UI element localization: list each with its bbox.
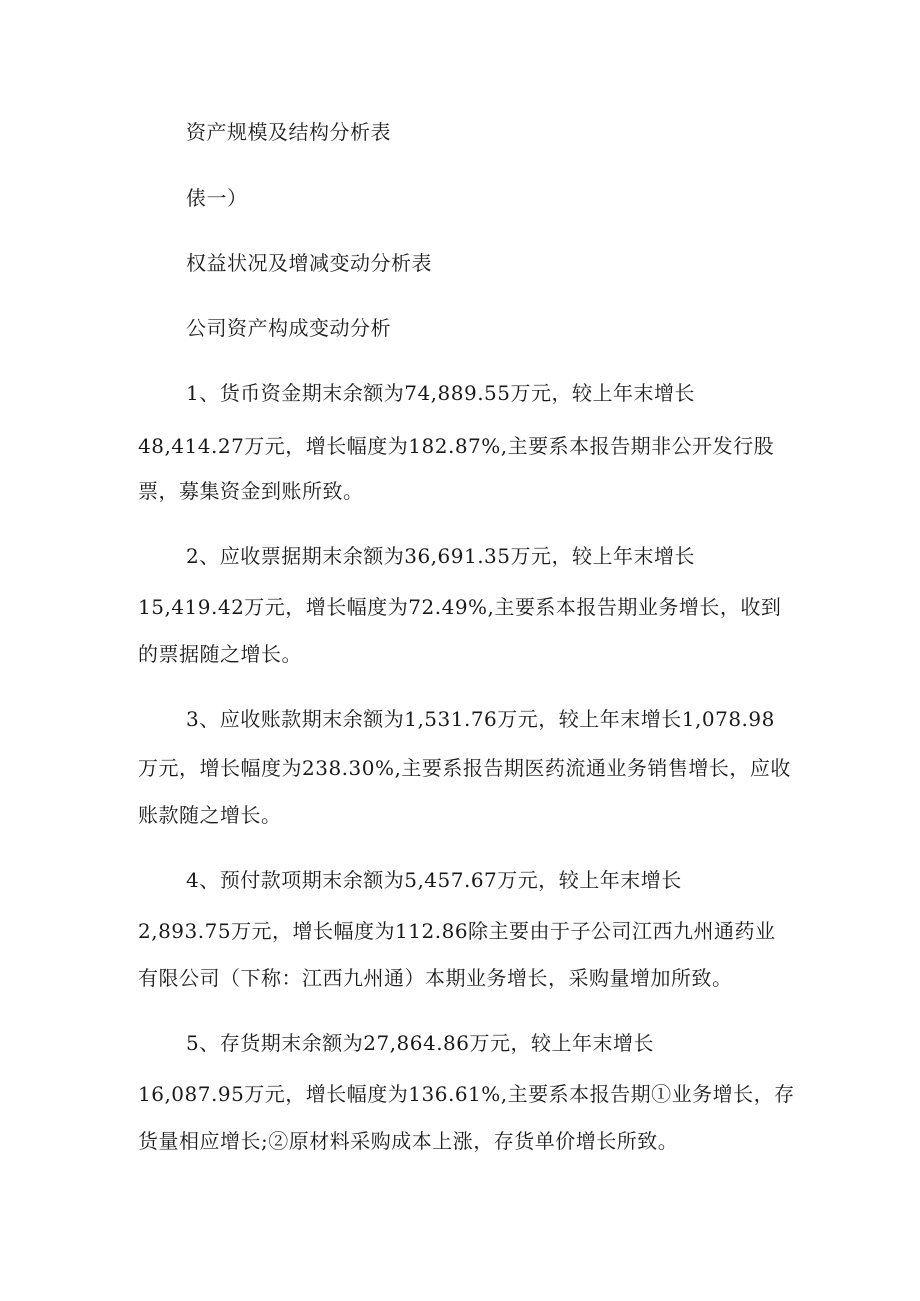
paragraph-line: 2、应收票据期末余额为36,691.35万元，较上年末增长 (186, 544, 696, 568)
heading-table-one: 俵一） (186, 186, 248, 210)
heading-asset-composition-analysis: 公司资产构成变动分析 (186, 316, 391, 340)
paragraph-line: 的票据随之增长。 (138, 642, 302, 666)
heading-asset-structure-table: 资产规模及结构分析表 (186, 120, 391, 144)
paragraph-line: 票，募集资金到账所致。 (138, 479, 364, 503)
paragraph-line: 16,087.95万元，增长幅度为136.61%,主要系本报告期①业务增长，存 (138, 1082, 795, 1106)
heading-equity-change-table: 权益状况及增减变动分析表 (186, 251, 432, 275)
paragraph-line: 账款随之增长。 (138, 803, 282, 827)
paragraph-line: 15,419.42万元，增长幅度为72.49%,主要系本报告期业务增长，收到 (138, 595, 782, 619)
paragraph-line: 4、预付款项期末余额为5,457.67万元，较上年末增长 (186, 868, 682, 892)
paragraph-line: 货量相应增长;②原材料采购成本上涨，存货单价增长所致。 (138, 1129, 679, 1153)
paragraph-line: 2,893.75万元，增长幅度为112.86除主要由于子公司江西九州通药业 (138, 919, 776, 943)
paragraph-line: 3、应收账款期末余额为1,531.76万元，较上年末增长1,078.98 (186, 707, 775, 731)
paragraph-line: 48,414.27万元，增长幅度为182.87%,主要系本报告期非公开发行股 (138, 434, 775, 458)
paragraph-line: 1、货币资金期末余额为74,889.55万元，较上年末增长 (186, 381, 696, 405)
paragraph-line: 5、存货期末余额为27,864.86万元，较上年末增长 (186, 1031, 655, 1055)
paragraph-line: 万元，增长幅度为238.30%,主要系报告期医药流通业务销售增长，应收 (138, 756, 791, 780)
paragraph-line: 有限公司（下称：江西九州通）本期业务增长，采购量增加所致。 (138, 966, 733, 990)
